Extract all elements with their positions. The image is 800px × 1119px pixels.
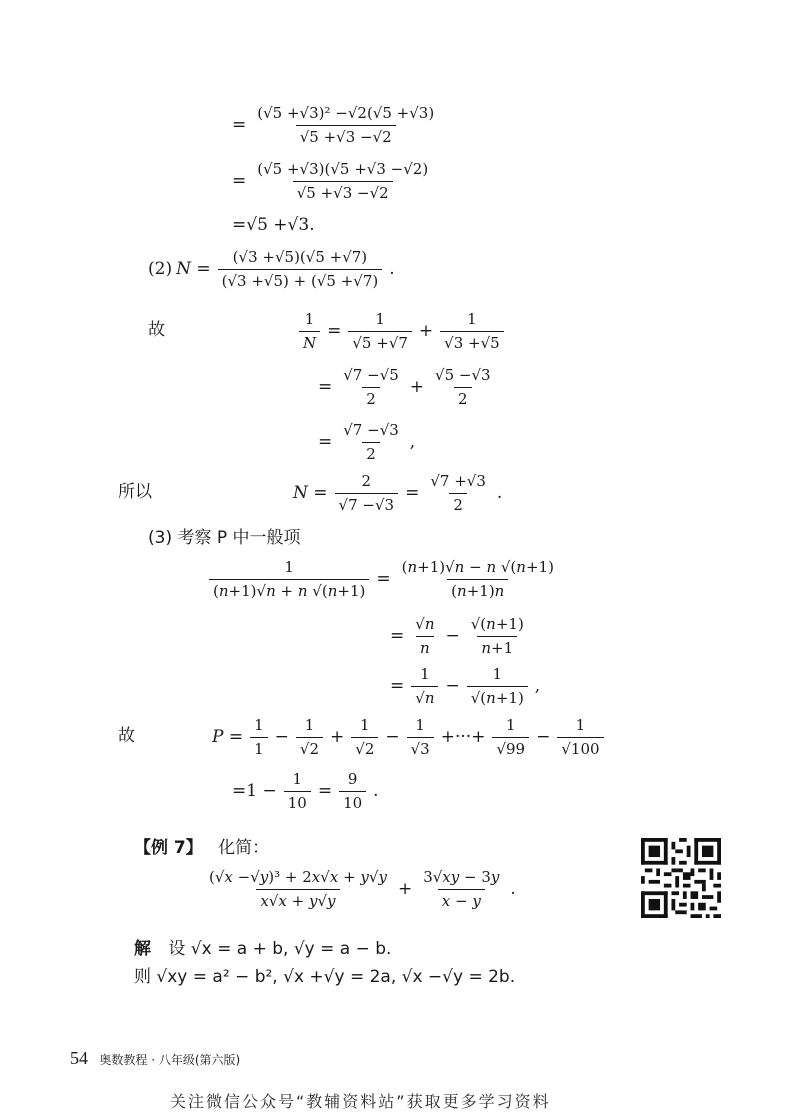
example-7-heading bbox=[134, 840, 269, 857]
fraction-gt2: $\frac{√(n+1)}{n+1}$ bbox=[470, 615, 524, 657]
reciprocal-n-equation: $\frac{1}{N}$ = $\frac{1}{√5 +√7}$ + $\frac{1}{√3 +√5}$ bbox=[296, 312, 507, 351]
fraction-c1: $\frac{2}{√7 -√3}$ bbox=[335, 474, 399, 513]
reciprocal-step-3: = $\frac{√7 -√3}{2}$ , bbox=[318, 421, 416, 463]
fraction-p2: $\frac{1}{√2}$ bbox=[296, 718, 323, 757]
reciprocal-step-2: = $\frac{√7 -√5}{2}$ + $\frac{√5 -√3}{2}$ bbox=[318, 368, 498, 407]
fraction-n-numerator: (√3 +√5)(√5 +√7) bbox=[232, 248, 368, 266]
fraction-9-10: $\frac{9}{10}$ bbox=[339, 772, 366, 811]
fraction-r2: $\frac{1}{√3 +√5}$ bbox=[440, 312, 504, 351]
fraction-gt3: $\frac{1}{√n}$ bbox=[411, 667, 438, 706]
fraction-ex2: $\frac{3√xy - 3y}{x - y}$ bbox=[423, 868, 500, 910]
fraction-2-numerator: (√5 +√3)(√5 +√3 −√2) bbox=[257, 160, 429, 178]
general-term-step-3: = $\frac{1}{√n}$ − $\frac{1}{√(n+1)}$ , bbox=[390, 665, 541, 707]
fraction-1-over-n: $\frac{1}{N}$ bbox=[299, 312, 320, 351]
fraction-2-denominator: √5 +√3 −√2 bbox=[293, 181, 393, 201]
fraction-b1: $\frac{√7 -√3}{2}$ bbox=[343, 421, 399, 463]
solution-label: 解 bbox=[134, 939, 151, 959]
footer bbox=[70, 1049, 240, 1068]
fraction-general-2: $\frac{(n+1)√n - n √(n+1)}{(n+1)n}$ bbox=[401, 558, 554, 600]
example-7-expression: $\frac{\text{(√x −√y)³ + 2x√x + y√y}}{x√x + y√y}$ + $\frac{3√xy - 3y}{x - y}$ . bbox=[202, 870, 516, 909]
solution-line-2: 则 √xy = a² − b², √x +√y = 2a, √x −√y = 2b. bbox=[134, 967, 516, 987]
fraction-gt4: $\frac{1}{√(n+1)}$ bbox=[467, 667, 528, 706]
part-2-equation: (2) N = $\frac{(√3 +√5)(√5 +√7)}{(√3 +√5) + (√5 +√7)}$ . bbox=[148, 248, 395, 290]
fraction-ex1: $\frac{\text{(√x −√y)³ + 2x√x + y√y}}{x√x + y√y}$ bbox=[209, 868, 387, 910]
fraction-c2: $\frac{√7 +√3}{2}$ bbox=[430, 472, 486, 514]
book-title: 奥数教程 · 八年级(第六版) bbox=[99, 1053, 241, 1067]
watermark: 关注微信公众号“教辅资料站”获取更多学习资料 bbox=[170, 1092, 551, 1111]
fraction-n-denominator: (√3 +√5) + (√5 +√7) bbox=[218, 269, 383, 289]
general-term-equation: $\frac{1}{(n+1)√n + n √(n+1)}$ = $\frac{(n+1)√n - n √(n+1)}{(n+1)n}$ bbox=[206, 560, 561, 599]
p-sum-equation: P = $\frac{1}{1}$ − $\frac{1}{√2}$ + $\frac{1}{√2}$ − $\frac{1}{√3}$ +···+ $\frac{1}{√99}$ − $\frac{1}{√100}$ bbox=[212, 718, 607, 757]
example-label: 【例 7】 bbox=[134, 838, 203, 858]
solution-line-1 bbox=[134, 941, 391, 958]
gu-label-2: 故 bbox=[118, 726, 135, 746]
solution-text: 设 √x = a + b, √y = a − b. bbox=[168, 939, 392, 959]
fraction-p4: $\frac{1}{√3}$ bbox=[407, 718, 434, 757]
fraction-1-denominator: √5 +√3 −√2 bbox=[296, 125, 396, 145]
fraction-1-10: $\frac{1}{10}$ bbox=[284, 772, 311, 811]
fraction-p5: $\frac{1}{√99}$ bbox=[492, 718, 529, 757]
p-final-equation: =1 − $\frac{1}{10}$ = $\frac{9}{10}$ . bbox=[232, 770, 379, 812]
fraction-r1: $\frac{1}{√5 +√7}$ bbox=[348, 312, 412, 351]
eq-line-3: =√5 +√3. bbox=[232, 215, 315, 235]
suoyi-label: 所以 bbox=[118, 482, 152, 502]
fraction-general: $\frac{1}{(n+1)√n + n √(n+1)}$ bbox=[209, 560, 369, 599]
eq-line-2: = $\frac{(√5 +√3)(√5 +√3 -√2)}{√5 +√3 -√2}$ bbox=[232, 162, 435, 201]
example-instruction: 化简： bbox=[218, 838, 270, 858]
fraction-p6: $\frac{1}{√100}$ bbox=[557, 718, 603, 757]
fraction-2 bbox=[253, 162, 432, 201]
fraction-a2: $\frac{√5 -√3}{2}$ bbox=[435, 366, 491, 408]
fraction-p1: $\frac{1}{1}$ bbox=[250, 718, 268, 757]
fraction-p3: $\frac{1}{√2}$ bbox=[351, 718, 378, 757]
part-3-heading: (3) 考察 P 中一般项 bbox=[148, 528, 301, 548]
fraction-a1: $\frac{√7 -√5}{2}$ bbox=[343, 366, 399, 408]
fraction-1 bbox=[253, 106, 438, 145]
eq-line-1: = $\frac{\text{(√5 +√3)² −√2(√5 +√3)}}{√5 +√3 -√2}$ bbox=[232, 106, 441, 145]
page-number: 54 bbox=[70, 1048, 88, 1068]
gu-label-1: 故 bbox=[148, 320, 165, 340]
fraction-1-numerator: (√5 +√3)² −√2(√5 +√3) bbox=[257, 104, 435, 122]
qr-code-icon bbox=[641, 838, 721, 918]
fraction-gt1: $\frac{√n}{n}$ bbox=[415, 615, 435, 657]
n-result-equation: N = $\frac{2}{√7 -√3}$ = $\frac{√7 +√3}{2}$ . bbox=[293, 472, 503, 514]
fraction-n bbox=[218, 250, 383, 289]
part-2-label: (2) bbox=[148, 259, 173, 279]
general-term-step-2: = $\frac{√n}{n}$ − $\frac{√(n+1)}{n+1}$ bbox=[390, 617, 531, 656]
